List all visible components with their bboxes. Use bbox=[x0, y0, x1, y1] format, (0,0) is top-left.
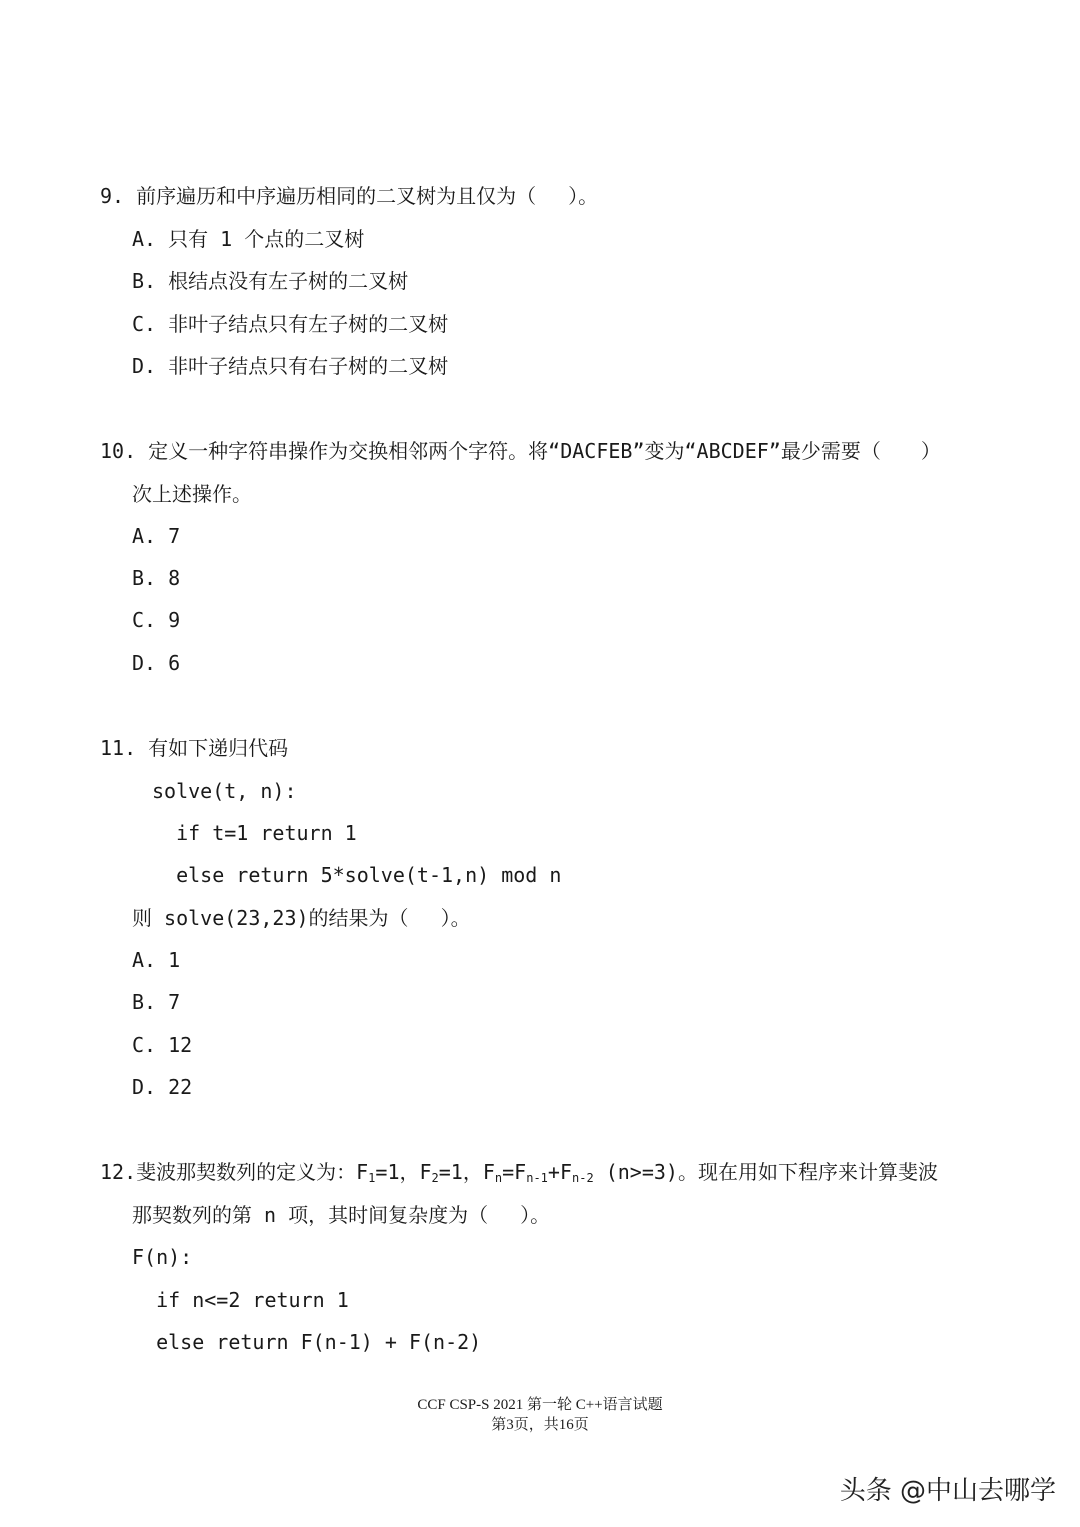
footer-title: CCF CSP-S 2021 第一轮 C++语言试题 bbox=[417, 1397, 663, 1413]
q9-option-a: A. 只有 1 个点的二叉树 bbox=[132, 227, 365, 251]
q11-option-c: C. 12 bbox=[132, 1033, 193, 1057]
q12-stem bbox=[100, 1158, 938, 1192]
q12-text-f: (n>=3)。现在用如下程序来计算斐波 bbox=[593, 1160, 938, 1184]
q12-sub-n-1: n-1 bbox=[526, 1171, 548, 1185]
watermark: 头条 @中山去哪学 bbox=[839, 1476, 1056, 1506]
q10-stem-continued: 次上述操作。 bbox=[132, 482, 252, 506]
q9-stem: 9. 前序遍历和中序遍历相同的二叉树为且仅为（ ）。 bbox=[100, 184, 599, 208]
q12-sub-2: 2 bbox=[431, 1171, 439, 1185]
q11-option-a: A. 1 bbox=[132, 948, 181, 972]
q11-stem: 11. 有如下递归代码 bbox=[100, 736, 289, 760]
footer-page-number: 第3页，共16页 bbox=[491, 1417, 589, 1433]
q12-text-c: =1，F bbox=[438, 1160, 495, 1184]
q10-option-c: C. 9 bbox=[132, 608, 181, 632]
q11-question: 则 solve(23,23)的结果为（ ）。 bbox=[132, 906, 471, 930]
q12-code-line-1: F(n): bbox=[132, 1245, 193, 1269]
q12-code-line-2: if n<=2 return 1 bbox=[132, 1288, 349, 1312]
q12-stem-continued: 那契数列的第 n 项，其时间复杂度为（ ）。 bbox=[132, 1203, 551, 1227]
q12-number: 12. bbox=[100, 1160, 137, 1184]
q10-stem: 10. 定义一种字符串操作为交换相邻两个字符。将“DACFEB”变为“ABCDEF”最少需要（ ） bbox=[100, 439, 941, 463]
q10-option-b: B. 8 bbox=[132, 566, 181, 590]
q12-sub-n-2: n-2 bbox=[572, 1171, 594, 1185]
q9-option-c: C. 非叶子结点只有左子树的二叉树 bbox=[132, 312, 449, 336]
q12-text-d: =F bbox=[502, 1160, 527, 1184]
q10-option-a: A. 7 bbox=[132, 524, 181, 548]
q12-text-b: =1，F bbox=[375, 1160, 432, 1184]
q11-option-d: D. 22 bbox=[132, 1075, 193, 1099]
q12-sub-1: 1 bbox=[368, 1171, 376, 1185]
q9-option-d: D. 非叶子结点只有右子树的二叉树 bbox=[132, 354, 449, 378]
q12-code-line-3: else return F(n-1) + F(n-2) bbox=[132, 1330, 482, 1354]
q11-code-line-1: solve(t, n): bbox=[152, 779, 297, 803]
q11-code-line-3: else return 5*solve(t-1,n) mod n bbox=[152, 863, 562, 887]
q11-code-line-2: if t=1 return 1 bbox=[152, 821, 357, 845]
q9-option-b: B. 根结点没有左子树的二叉树 bbox=[132, 269, 409, 293]
q10-option-d: D. 6 bbox=[132, 651, 181, 675]
q12-text-e: +F bbox=[547, 1160, 572, 1184]
q11-option-b: B. 7 bbox=[132, 990, 181, 1014]
q12-sub-n: n bbox=[494, 1171, 503, 1185]
q12-text-a: 斐波那契数列的定义为：F bbox=[136, 1160, 369, 1184]
